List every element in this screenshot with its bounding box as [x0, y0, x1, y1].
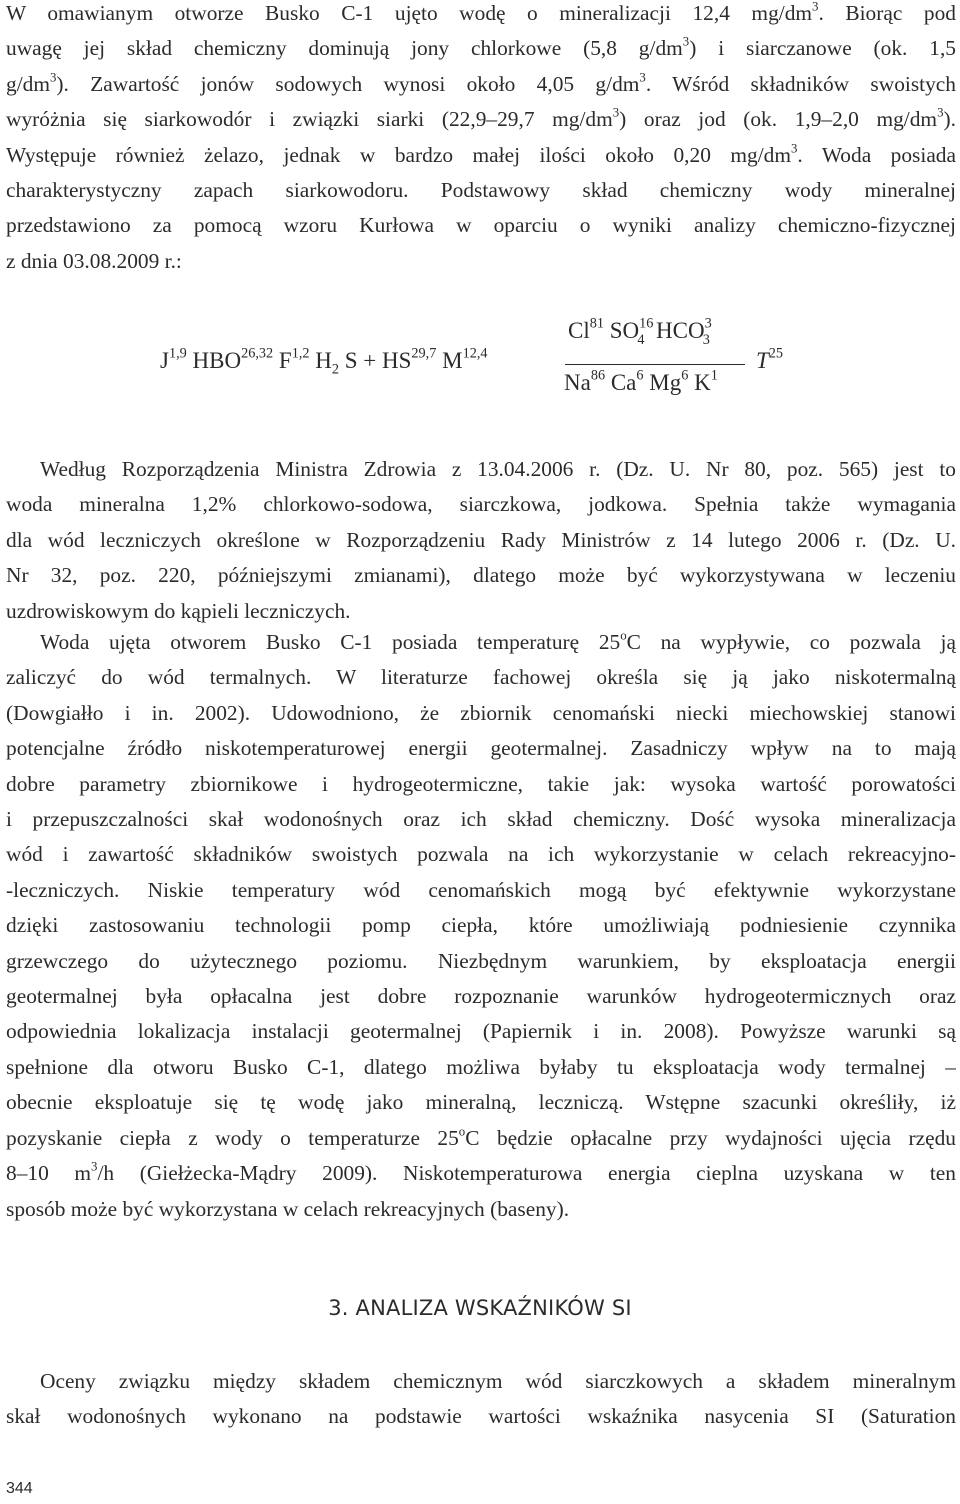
text-line: woda mineralna 1,2% chlorkowo-sodowa, siarczkowa, jodkowa. Spełnia także wymagania — [6, 492, 956, 517]
paragraph-2 — [6, 452, 956, 629]
text-line: Oceny związku między składem chemicznym wód siarczkowych a składem mineralnym — [40, 1369, 956, 1393]
text-line: Występuje również żelazo, jednak w bardzo małej ilości około 0,20 $mg/dm^3$. Woda posiada — [6, 141, 956, 167]
text-line: Woda ujęta otworem Busko C-1 posiada temperaturę 25$^o$C na wypływie, co pozwala ją — [40, 628, 956, 654]
paragraph-3 — [6, 625, 956, 1227]
text-line: Nr 32, poz. 220, późniejszymi zmianami), dlatego może być wykorzystywana w leczeniu — [6, 563, 956, 588]
formula-denominator-cations: Na$^{86}$ Ca$^6$ Mg$^6$ $K^1$ — [564, 367, 718, 395]
page-number: 344 — [6, 1480, 33, 1497]
text-line: dobre parametry zbiornikowe i hydrogeotermiczne, takie jak: wysoka wartość porowatości — [6, 771, 956, 796]
text-line: dla wód leczniczych określone w Rozporządzeniu Rady Ministrów z 14 lutego 2006 r. (Dz. U. — [6, 527, 956, 552]
text-line: i przepuszczalności skał wodonośnych oraz ich skład chemiczny. Dość wysoka mineralizacja — [6, 807, 956, 832]
formula-numerator-anions: Cl$^{81}$ $SO^{16}_4$ $HCO^3_3$ — [568, 315, 712, 348]
text-line: geotermalnej była opłacalna jest dobre rozpoznanie warunków hydrogeotermicznych oraz — [6, 984, 956, 1009]
text-line: charakterystyczny zapach siarkowodoru. Podstawowy skład chemiczny wody mineralnej — [6, 178, 956, 203]
text-line: -leczniczych. Niskie temperatury wód cenomańskich mogą być efektywnie wykorzystane — [6, 877, 956, 902]
text-line: obecnie eksploatuje się tę wodę jako mineralną, leczniczą. Wstępne szacunki określiły, iż — [6, 1090, 956, 1115]
text-line: skał wodonośnych wykonano na podstawie wartości wskaźnika nasycenia SI (Saturation — [6, 1404, 956, 1429]
text-line: uwagę jej skład chemiczny dominują jony chlorkowe (5,8 $g/dm^3$) i siarczanowe (ok. 1,5 — [6, 34, 956, 61]
text-line: pozyskanie ciepła z wody o temperaturze 25$^o$C będzie opłacalne przy wydajności ujęcia rzędu — [6, 1124, 956, 1150]
text-line: spełnione dla otworu Busko C-1, dlatego możliwa byłaby tu eksploatacja wody termalnej – — [6, 1054, 956, 1079]
text-line: z dnia 03.08.2009 r.: — [6, 248, 182, 273]
paragraph-1 — [6, 0, 956, 279]
text-line: wyróżnia się siarkowodór i związki siarki (22,9–29,7 $mg/dm^3$) oraz jod (ok. 1,9–2,0 $mg/dm^3$). — [6, 105, 956, 132]
text-line: dzięki zastosowaniu technologii pomp ciepła, które umożliwiają podniesienie czynnika — [6, 913, 956, 938]
paragraph-4 — [6, 1364, 956, 1435]
text-line: grzewczego do użytecznego poziomu. Niezbędnym warunkiem, by eksploatacja energii — [6, 948, 956, 973]
text-line: W omawianym otworze Busko C-1 ujęto wodę o mineralizacji 12,4 $mg/dm^3$. Biorąc pod — [6, 0, 956, 25]
section-heading: 3. ANALIZA WSKAŹNIKÓW SI — [328, 1296, 632, 1320]
formula-temperature: $T^{25}$ — [756, 345, 784, 373]
text-line: odpowiednia lokalizacja instalacji geotermalnej (Papiernik i in. 2008). Powyższe warunki są — [6, 1019, 956, 1044]
text-line: potencjalne źródło niskotemperaturowej energii geotermalnej. Zasadniczy wpływ na to mają — [6, 736, 956, 761]
text-line: wód i zawartość składników swoistych pozwala na ich wykorzystanie w celach rekreacyjno- — [6, 842, 956, 867]
kurlov-formula — [160, 315, 800, 418]
text-line: (Dowgiałło i in. 2002). Udowodniono, że zbiornik cenomański niecki miechowskiej stanowi — [6, 700, 956, 725]
fraction-bar — [565, 364, 745, 365]
text-line: Według Rozporządzenia Ministra Zdrowia z 13.04.2006 r. (Dz. U. Nr 80, poz. 565) jest to — [40, 457, 956, 481]
text-line: zaliczyć do wód termalnych. W literaturze fachowej określa się ją jako niskotermalną — [6, 665, 956, 690]
text-line: przedstawiono za pomocą wzoru Kurłowa w oparciu o wyniki analizy chemiczno-fizycznej — [6, 213, 956, 238]
text-line: 8–10 $m^3/h$ (Giełżecka-Mądry 2009). Niskotemperaturowa energia cieplna uzyskana w ten — [6, 1159, 956, 1186]
formula-left-side: J$^{1,9}$ HBO$^{26,32}$ F$^{1,2}$ $H_2$ S + HS$^{29,7}$ M$^{12,4}$ — [160, 345, 488, 378]
text-line: $g/dm^3$). Zawartość jonów sodowych wynosi około 4,05 $g/dm^3$. Wśród składników swoistych — [6, 70, 956, 96]
text-line: sposób może być wykorzystana w celach rekreacyjnych (baseny). — [6, 1196, 570, 1221]
text-line: uzdrowiskowym do kąpieli leczniczych. — [6, 598, 351, 623]
